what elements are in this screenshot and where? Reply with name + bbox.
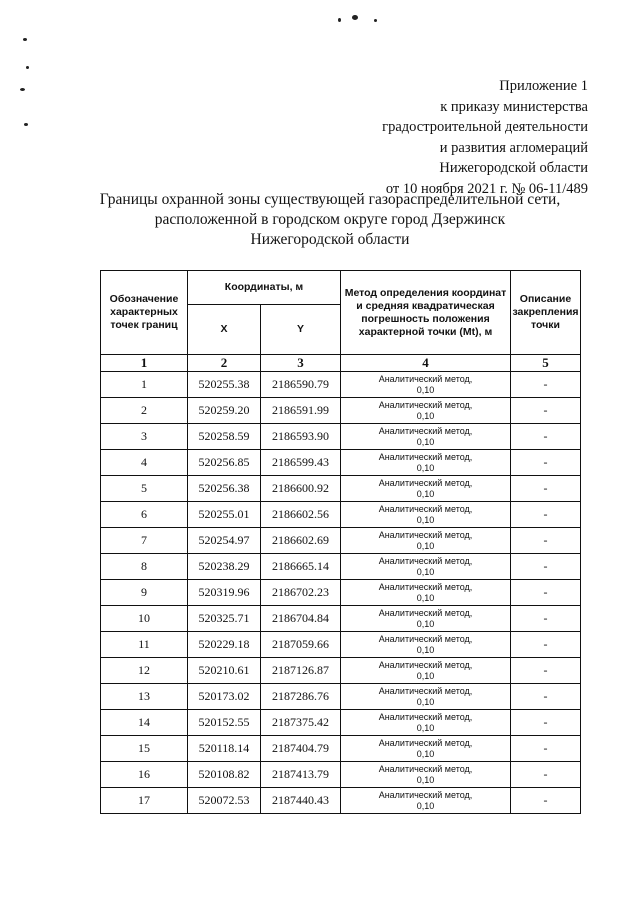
- method-value: 0,10: [416, 566, 435, 577]
- method-text: Аналитический метод,: [378, 555, 473, 566]
- method-value: 0,10: [416, 670, 435, 681]
- method-text: Аналитический метод,: [378, 633, 473, 644]
- point-number: 15: [101, 736, 188, 762]
- coordinate-y: 2186600.92: [261, 476, 341, 502]
- table-row: [101, 632, 581, 658]
- method-value: 0,10: [416, 488, 435, 499]
- appendix-line: к приказу министерства: [440, 98, 588, 115]
- point-description: -: [511, 528, 581, 554]
- method-text: Аналитический метод,: [378, 659, 473, 670]
- table-row: [101, 424, 581, 450]
- title-line: расположенной в городском округе город Дзержинск: [154, 211, 506, 228]
- coordinate-y: 2186602.56: [261, 502, 341, 528]
- coordinate-y: 2187404.79: [261, 736, 341, 762]
- column-number: 5: [511, 355, 581, 372]
- coordinate-y: 2186702.23: [261, 580, 341, 606]
- table-row: [101, 736, 581, 762]
- point-number: 5: [101, 476, 188, 502]
- coordinate-y: 2187059.66: [261, 632, 341, 658]
- coordinate-x: 520118.14: [188, 736, 261, 762]
- point-description: -: [511, 450, 581, 476]
- coordinate-x: 520229.18: [188, 632, 261, 658]
- point-number: 12: [101, 658, 188, 684]
- point-description: -: [511, 398, 581, 424]
- header-y: Y: [261, 305, 341, 355]
- document-title: [60, 190, 600, 250]
- method-value: 0,10: [416, 618, 435, 629]
- method-value: 0,10: [416, 800, 435, 811]
- method-text: Аналитический метод,: [378, 737, 473, 748]
- scan-speck: [338, 18, 341, 22]
- coordinate-x: 520325.71: [188, 606, 261, 632]
- method-text: Аналитический метод,: [378, 763, 473, 774]
- coordinate-y: 2186599.43: [261, 450, 341, 476]
- method-cell: [341, 788, 511, 814]
- coordinate-x: 520173.02: [188, 684, 261, 710]
- coordinate-y: 2186591.99: [261, 398, 341, 424]
- method-cell: [341, 476, 511, 502]
- table-row: [101, 398, 581, 424]
- coordinate-x: 520256.85: [188, 450, 261, 476]
- method-text: Аналитический метод,: [378, 685, 473, 696]
- point-description: -: [511, 372, 581, 398]
- method-text: Аналитический метод,: [378, 373, 473, 384]
- point-number: 3: [101, 424, 188, 450]
- scan-speck: [26, 66, 29, 69]
- coordinate-x: 520256.38: [188, 476, 261, 502]
- method-cell: [341, 762, 511, 788]
- header-description: Описание закрепления точки: [511, 271, 581, 355]
- method-cell: [341, 606, 511, 632]
- method-text: Аналитический метод,: [378, 581, 473, 592]
- point-description: -: [511, 580, 581, 606]
- appendix-line: и развития агломераций: [439, 139, 588, 156]
- scan-speck: [374, 19, 377, 22]
- method-value: 0,10: [416, 748, 435, 759]
- point-description: -: [511, 788, 581, 814]
- method-cell: [341, 632, 511, 658]
- method-cell: [341, 528, 511, 554]
- method-cell: [341, 502, 511, 528]
- point-description: -: [511, 736, 581, 762]
- method-value: 0,10: [416, 774, 435, 785]
- title-line: Границы охранной зоны существующей газораспределительной сети,: [99, 191, 561, 208]
- coordinate-x: 520254.97: [188, 528, 261, 554]
- column-number: 1: [101, 355, 188, 372]
- table-row: [101, 658, 581, 684]
- method-value: 0,10: [416, 514, 435, 525]
- coordinate-x: 520258.59: [188, 424, 261, 450]
- table-body: [101, 372, 581, 814]
- point-number: 10: [101, 606, 188, 632]
- point-description: -: [511, 476, 581, 502]
- appendix-reference: [382, 76, 588, 199]
- coordinate-x: 520319.96: [188, 580, 261, 606]
- table-row: [101, 554, 581, 580]
- table-row: [101, 580, 581, 606]
- method-cell: [341, 398, 511, 424]
- scan-speck: [24, 123, 28, 126]
- coordinate-x: 520210.61: [188, 658, 261, 684]
- point-description: -: [511, 554, 581, 580]
- column-number: 2: [188, 355, 261, 372]
- point-description: -: [511, 502, 581, 528]
- header-x: X: [188, 305, 261, 355]
- method-value: 0,10: [416, 696, 435, 707]
- table-row: [101, 476, 581, 502]
- coordinate-y: 2187413.79: [261, 762, 341, 788]
- coordinate-y: 2186602.69: [261, 528, 341, 554]
- point-description: -: [511, 710, 581, 736]
- method-text: Аналитический метод,: [378, 789, 473, 800]
- coordinate-x: 520259.20: [188, 398, 261, 424]
- coordinate-y: 2186665.14: [261, 554, 341, 580]
- table-row: [101, 528, 581, 554]
- table-row: [101, 450, 581, 476]
- table-row: [101, 502, 581, 528]
- coordinate-y: 2187126.87: [261, 658, 341, 684]
- method-cell: [341, 424, 511, 450]
- method-text: Аналитический метод,: [378, 399, 473, 410]
- coordinate-x: 520255.38: [188, 372, 261, 398]
- point-description: -: [511, 658, 581, 684]
- point-number: 6: [101, 502, 188, 528]
- scan-speck: [23, 38, 27, 41]
- method-cell: [341, 658, 511, 684]
- method-text: Аналитический метод,: [378, 477, 473, 488]
- header-point: Обозначение характерных точек границ: [101, 271, 188, 355]
- column-number: 3: [261, 355, 341, 372]
- coordinate-x: 520238.29: [188, 554, 261, 580]
- coordinate-y: 2186593.90: [261, 424, 341, 450]
- point-number: 16: [101, 762, 188, 788]
- table-row: [101, 606, 581, 632]
- table-row: [101, 762, 581, 788]
- method-cell: [341, 372, 511, 398]
- point-number: 4: [101, 450, 188, 476]
- method-cell: [341, 580, 511, 606]
- header-method: Метод определения координат и средняя квадратическая погрешность положения характерной точки (Mt), м: [341, 271, 511, 355]
- table-row: [101, 788, 581, 814]
- method-text: Аналитический метод,: [378, 711, 473, 722]
- point-number: 14: [101, 710, 188, 736]
- appendix-line: от 10 ноября 2021 г. № 06-11/489: [385, 180, 588, 197]
- point-number: 7: [101, 528, 188, 554]
- method-text: Аналитический метод,: [378, 425, 473, 436]
- point-description: -: [511, 606, 581, 632]
- coordinate-x: 520152.55: [188, 710, 261, 736]
- scan-speck: [352, 15, 358, 20]
- point-number: 2: [101, 398, 188, 424]
- method-text: Аналитический метод,: [378, 529, 473, 540]
- method-cell: [341, 684, 511, 710]
- coordinate-y: 2187440.43: [261, 788, 341, 814]
- appendix-line: Нижегородской области: [439, 160, 588, 176]
- method-value: 0,10: [416, 722, 435, 733]
- method-text: Аналитический метод,: [378, 503, 473, 514]
- header-coordinates: Координаты, м: [188, 271, 341, 305]
- column-number: 4: [341, 355, 511, 372]
- point-description: -: [511, 762, 581, 788]
- method-value: 0,10: [416, 410, 435, 421]
- point-description: -: [511, 684, 581, 710]
- method-text: Аналитический метод,: [378, 451, 473, 462]
- appendix-line: Приложение 1: [499, 78, 588, 94]
- method-cell: [341, 450, 511, 476]
- coordinate-y: 2186590.79: [261, 372, 341, 398]
- coordinate-y: 2187286.76: [261, 684, 341, 710]
- title-line: Нижегородской области: [250, 231, 410, 248]
- method-value: 0,10: [416, 540, 435, 551]
- coordinate-x: 520255.01: [188, 502, 261, 528]
- coordinate-x: 520108.82: [188, 762, 261, 788]
- table-row: [101, 710, 581, 736]
- method-value: 0,10: [416, 592, 435, 603]
- coordinate-y: 2186704.84: [261, 606, 341, 632]
- point-number: 8: [101, 554, 188, 580]
- point-number: 17: [101, 788, 188, 814]
- method-cell: [341, 554, 511, 580]
- method-value: 0,10: [416, 436, 435, 447]
- point-description: -: [511, 424, 581, 450]
- method-value: 0,10: [416, 384, 435, 395]
- point-number: 13: [101, 684, 188, 710]
- table-row: [101, 684, 581, 710]
- method-text: Аналитический метод,: [378, 607, 473, 618]
- method-cell: [341, 710, 511, 736]
- point-description: -: [511, 632, 581, 658]
- method-cell: [341, 736, 511, 762]
- scan-speck: [20, 88, 25, 91]
- table-row: [101, 372, 581, 398]
- point-number: 9: [101, 580, 188, 606]
- appendix-line: градостроительной деятельности: [382, 119, 588, 135]
- method-value: 0,10: [416, 644, 435, 655]
- point-number: 1: [101, 372, 188, 398]
- coordinate-x: 520072.53: [188, 788, 261, 814]
- coordinate-y: 2187375.42: [261, 710, 341, 736]
- method-value: 0,10: [416, 462, 435, 473]
- coordinates-table: [100, 270, 581, 814]
- point-number: 11: [101, 632, 188, 658]
